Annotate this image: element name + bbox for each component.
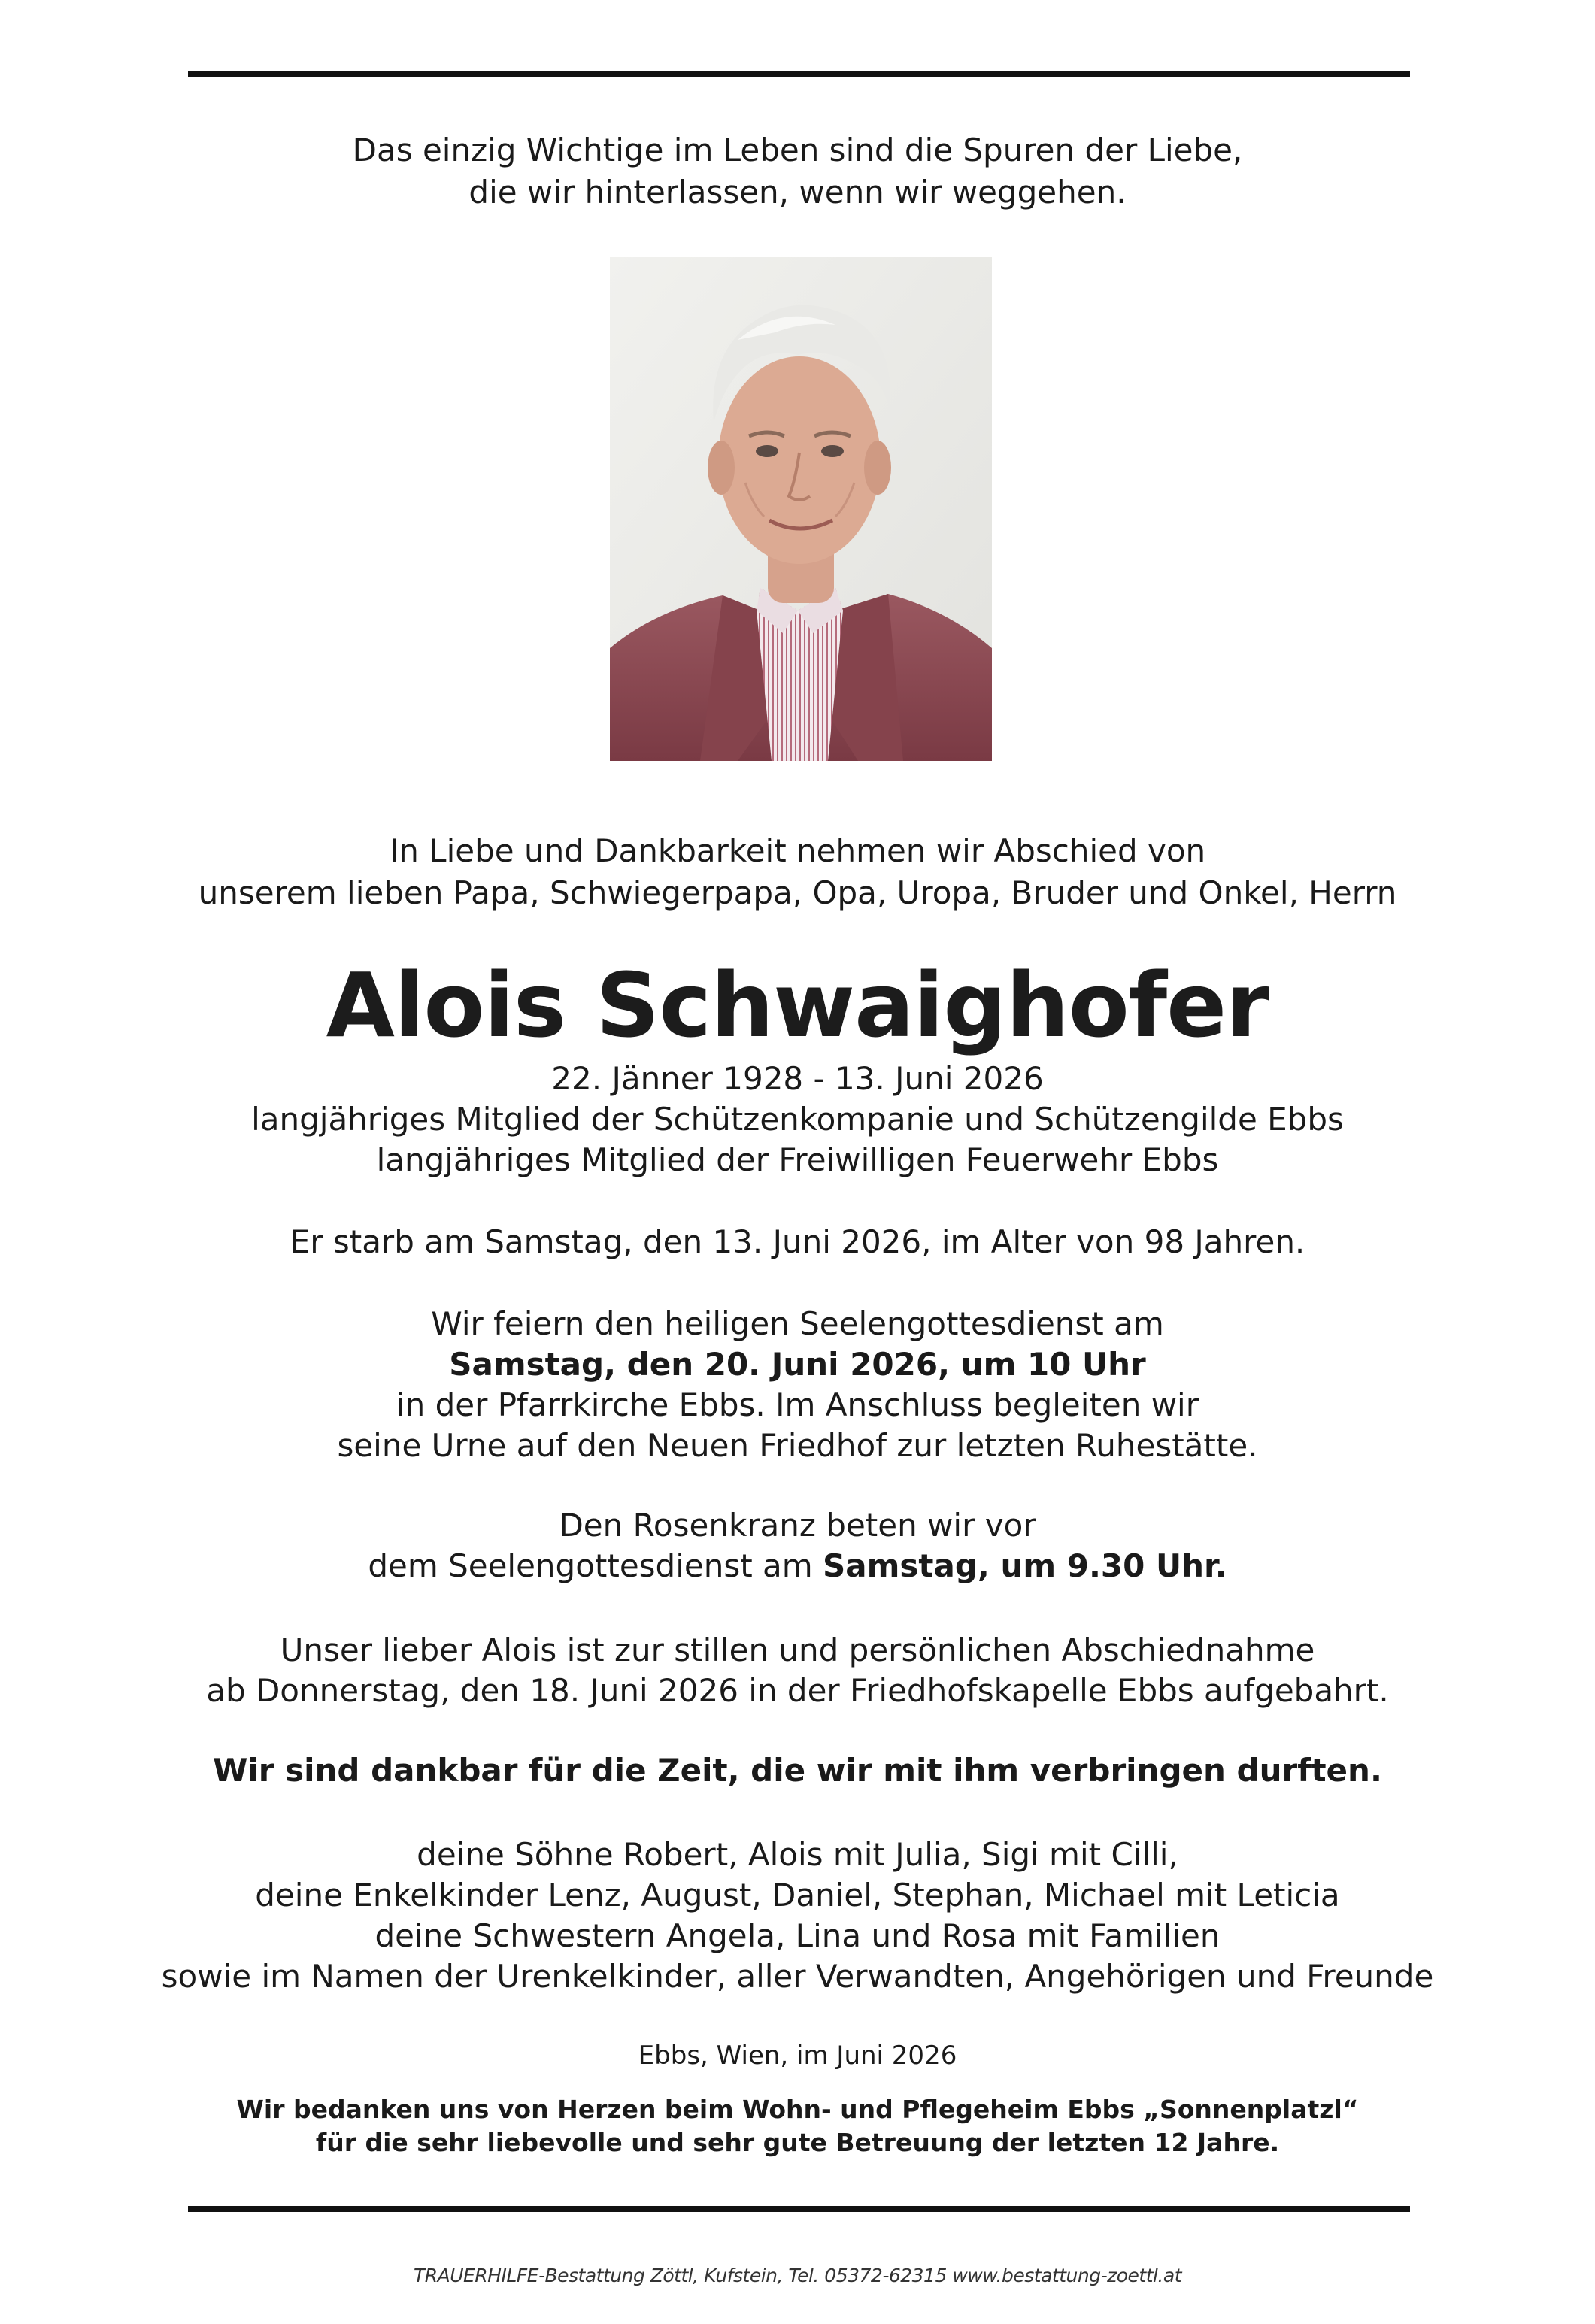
portrait-illustration <box>610 257 992 761</box>
viewing-line-1: Unser lieber Alois ist zur stillen und persönlichen Abschiednahme <box>280 1632 1315 1668</box>
rosary-time-bold: Samstag, um 9.30 Uhr. <box>823 1547 1227 1584</box>
rosary-line-1: Den Rosenkranz beten wir vor <box>559 1507 1036 1544</box>
viewing-line-2: ab Donnerstag, den 18. Juni 2026 in der Friedhofskapelle Ebbs aufgebahrt. <box>206 1672 1389 1709</box>
family-line-2: deine Enkelkinder Lenz, August, Daniel, Stephan, Michael mit Leticia <box>255 1877 1340 1913</box>
footer-text: TRAUERHILFE-Bestattung Zöttl, Kufstein, Tel. 05372-62315 www.bestattung-zoettl.at <box>413 2265 1182 2286</box>
gratitude-line-1: Wir bedanken uns von Herzen beim Wohn- und Pflegeheim Ebbs „Sonnenplatzl“ <box>236 2095 1359 2124</box>
family-line-1: deine Söhne Robert, Alois mit Julia, Sigi mit Cilli, <box>417 1836 1178 1873</box>
membership-line-2: langjähriges Mitglied der Freiwilligen Feuerwehr Ebbs <box>376 1141 1219 1178</box>
mass-line-3: in der Pfarrkirche Ebbs. Im Anschluss begleiten wir <box>396 1386 1199 1423</box>
rosary-line-2-prefix: dem Seelengottesdienst am <box>368 1547 823 1584</box>
intro-line-1: In Liebe und Dankbarkeit nehmen wir Abschied von <box>389 832 1206 869</box>
top-divider <box>188 71 1410 77</box>
family-line-4: sowie im Namen der Urenkelkinder, aller Verwandten, Angehörigen und Freunde <box>161 1958 1434 1995</box>
life-dates: 22. Jänner 1928 - 13. Juni 2026 <box>551 1060 1044 1097</box>
thanks-statement <box>0 1750 1595 1791</box>
quote-line-1: Das einzig Wichtige im Leben sind die Spuren der Liebe, <box>352 132 1243 168</box>
care-home-gratitude <box>0 2093 1595 2159</box>
funeral-mass-info <box>0 1304 1595 1466</box>
gratitude-line-2: für die sehr liebevolle und sehr gute Betreuung der letzten 12 Jahre. <box>315 2128 1280 2157</box>
death-notice-text: Er starb am Samstag, den 13. Juni 2026, im Alter von 98 Jahren. <box>290 1223 1305 1260</box>
family-list <box>0 1835 1595 1997</box>
family-line-3: deine Schwestern Angela, Lina und Rosa mit Familien <box>374 1917 1221 1954</box>
thanks-text: Wir sind dankbar für die Zeit, die wir mit ihm verbringen durften. <box>213 1752 1382 1789</box>
portrait-photo <box>610 257 992 761</box>
memorial-quote <box>0 129 1595 214</box>
farewell-intro <box>0 830 1595 914</box>
quote-line-2: die wir hinterlassen, wenn wir weggehen. <box>468 174 1127 211</box>
bottom-divider <box>188 2206 1410 2212</box>
death-notice <box>0 1222 1595 1262</box>
intro-line-2: unserem lieben Papa, Schwiegerpapa, Opa, Uropa, Bruder und Onkel, Herrn <box>198 874 1397 911</box>
funeral-home-footer <box>0 2263 1595 2289</box>
membership-line-1: langjähriges Mitglied der Schützenkompanie und Schützengilde Ebbs <box>251 1101 1344 1138</box>
mass-line-4: seine Urne auf den Neuen Friedhof zur letzten Ruhestätte. <box>337 1427 1258 1464</box>
rosary-info <box>0 1505 1595 1586</box>
viewing-info <box>0 1630 1595 1711</box>
deceased-name: Alois Schwaighofer <box>326 953 1269 1057</box>
mass-date-line <box>0 1344 1595 1385</box>
life-details <box>0 1059 1595 1180</box>
place-date-text: Ebbs, Wien, im Juni 2026 <box>638 2041 957 2071</box>
rosary-line-2 <box>0 1546 1595 1586</box>
place-date <box>0 2039 1595 2072</box>
mass-date-bold: Samstag, den 20. Juni 2026, um 10 Uhr <box>449 1346 1146 1383</box>
mass-line-1: Wir feiern den heiligen Seelengottesdienst am <box>431 1305 1164 1342</box>
